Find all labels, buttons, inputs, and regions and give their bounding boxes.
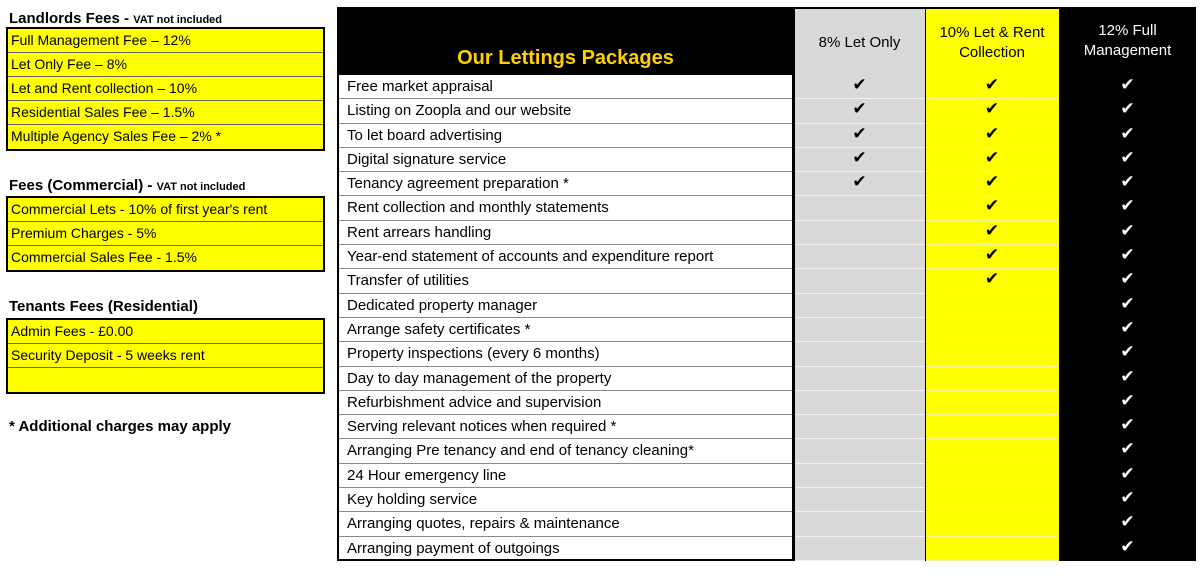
package-feature-row [337, 99, 1196, 123]
feature-label: Arrange safety certificates * [337, 318, 794, 342]
checkmark-icon: ✔ [1120, 245, 1135, 266]
cell-rent-collection [925, 464, 1059, 488]
checkmark-icon: ✔ [1120, 293, 1135, 314]
feature-label: Tenancy agreement preparation * [337, 172, 794, 196]
cell-rent-collection [925, 367, 1059, 391]
cell-let-only [794, 415, 925, 439]
feature-label: 24 Hour emergency line [337, 464, 794, 488]
cell-let-only [794, 221, 925, 245]
feature-label: Dedicated property manager [337, 294, 794, 318]
package-feature-row [337, 512, 1196, 536]
package-feature-row [337, 537, 1196, 561]
cell-rent-collection [925, 196, 1059, 220]
package-feature-row [337, 391, 1196, 415]
package-feature-row [337, 221, 1196, 245]
checkmark-icon: ✔ [852, 147, 867, 168]
fee-item: Full Management Fee – 12% [8, 29, 323, 53]
checkmark-icon: ✔ [1120, 512, 1135, 533]
cell-full-management [1059, 464, 1196, 488]
cell-full-management [1059, 439, 1196, 463]
cell-rent-collection [925, 537, 1059, 561]
checkmark-icon: ✔ [1120, 536, 1135, 557]
package-feature-row [337, 124, 1196, 148]
checkmark-icon: ✔ [852, 172, 867, 193]
cell-let-only [794, 124, 925, 148]
cell-full-management [1059, 196, 1196, 220]
landlords-fees-list [6, 27, 325, 151]
checkmark-icon: ✔ [1120, 439, 1135, 460]
cell-rent-collection [925, 75, 1059, 99]
checkmark-icon: ✔ [984, 172, 1000, 193]
cell-let-only [794, 172, 925, 196]
checkmark-icon: ✔ [1120, 147, 1135, 168]
feature-label: Arranging quotes, repairs & maintenance [337, 512, 794, 536]
package-feature-row [337, 318, 1196, 342]
cell-let-only [794, 318, 925, 342]
checkmark-icon: ✔ [1120, 488, 1135, 509]
cell-let-only [794, 342, 925, 366]
checkmark-icon: ✔ [984, 245, 1000, 266]
feature-label: Arranging Pre tenancy and end of tenancy cleaning* [337, 439, 794, 463]
feature-label: Digital signature service [337, 148, 794, 172]
fee-item: Let and Rent collection – 10% [8, 77, 323, 101]
cell-rent-collection [925, 148, 1059, 172]
package-feature-row [337, 269, 1196, 293]
commercial-fees-heading [9, 177, 245, 196]
commercial-vat-note: VAT not included [156, 181, 246, 193]
feature-label: Key holding service [337, 488, 794, 512]
fee-item: Security Deposit - 5 weeks rent [8, 344, 323, 368]
fee-item: Commercial Sales Fee - 1.5% [8, 246, 323, 270]
package-feature-row [337, 148, 1196, 172]
cell-let-only [794, 294, 925, 318]
cell-full-management [1059, 99, 1196, 123]
checkmark-icon: ✔ [852, 75, 867, 95]
checkmark-icon: ✔ [1120, 75, 1135, 95]
commercial-fees-list [6, 196, 325, 272]
checkmark-icon: ✔ [1120, 269, 1135, 290]
feature-label: Day to day management of the property [337, 367, 794, 391]
cell-rent-collection [925, 172, 1059, 196]
cell-full-management [1059, 391, 1196, 415]
cell-let-only [794, 488, 925, 512]
column-header-full-management: 12% Full Management [1059, 7, 1196, 75]
feature-label: Rent arrears handling [337, 221, 794, 245]
fee-item: Admin Fees - £0.00 [8, 320, 323, 344]
feature-label: Listing on Zoopla and our website [337, 99, 794, 123]
cell-rent-collection [925, 512, 1059, 536]
feature-label: Serving relevant notices when required * [337, 415, 794, 439]
cell-full-management [1059, 342, 1196, 366]
column-header-rent-collection: 10% Let & Rent Collection [925, 7, 1059, 75]
package-feature-row [337, 342, 1196, 366]
cell-rent-collection [925, 124, 1059, 148]
checkmark-icon: ✔ [1120, 172, 1135, 193]
cell-rent-collection [925, 439, 1059, 463]
package-feature-row [337, 415, 1196, 439]
cell-full-management [1059, 318, 1196, 342]
checkmark-icon: ✔ [1120, 463, 1135, 484]
cell-full-management [1059, 221, 1196, 245]
checkmark-icon: ✔ [1120, 317, 1135, 338]
cell-let-only [794, 512, 925, 536]
commercial-fees-title: Fees (Commercial) - [9, 177, 153, 194]
cell-full-management [1059, 124, 1196, 148]
fee-item: Premium Charges - 5% [8, 222, 323, 246]
feature-label: Transfer of utilities [337, 269, 794, 293]
cell-rent-collection [925, 245, 1059, 269]
checkmark-icon: ✔ [852, 123, 867, 144]
cell-let-only [794, 367, 925, 391]
lettings-packages-table [337, 7, 1196, 561]
package-feature-row [337, 75, 1196, 99]
cell-full-management [1059, 269, 1196, 293]
cell-let-only [794, 269, 925, 293]
cell-let-only [794, 196, 925, 220]
column-divider [925, 7, 926, 561]
cell-full-management [1059, 488, 1196, 512]
cell-let-only [794, 537, 925, 561]
checkmark-icon: ✔ [1120, 196, 1135, 217]
cell-full-management [1059, 148, 1196, 172]
fee-item: Commercial Lets - 10% of first year's rent [8, 198, 323, 222]
cell-rent-collection [925, 269, 1059, 293]
package-feature-row [337, 172, 1196, 196]
fee-item: Residential Sales Fee – 1.5% [8, 101, 323, 125]
checkmark-icon: ✔ [852, 99, 867, 120]
feature-label: Year-end statement of accounts and expenditure report [337, 245, 794, 269]
cell-let-only [794, 464, 925, 488]
cell-let-only [794, 439, 925, 463]
cell-rent-collection [925, 488, 1059, 512]
package-feature-row [337, 439, 1196, 463]
cell-rent-collection [925, 318, 1059, 342]
feature-label: Arranging payment of outgoings [337, 537, 794, 561]
cell-let-only [794, 245, 925, 269]
cell-let-only [794, 99, 925, 123]
cell-rent-collection [925, 294, 1059, 318]
cell-rent-collection [925, 99, 1059, 123]
feature-label: Property inspections (every 6 months) [337, 342, 794, 366]
cell-full-management [1059, 294, 1196, 318]
tenants-fees-heading [9, 298, 198, 316]
feature-label: Rent collection and monthly statements [337, 196, 794, 220]
cell-rent-collection [925, 415, 1059, 439]
cell-full-management [1059, 245, 1196, 269]
checkmark-icon: ✔ [984, 75, 1000, 95]
checkmark-icon: ✔ [984, 147, 1000, 168]
cell-rent-collection [925, 342, 1059, 366]
cell-let-only [794, 75, 925, 99]
package-feature-row [337, 245, 1196, 269]
tenants-fees-title: Tenants Fees (Residential) [9, 298, 198, 315]
cell-full-management [1059, 367, 1196, 391]
feature-label: Refurbishment advice and supervision [337, 391, 794, 415]
package-feature-row [337, 294, 1196, 318]
cell-full-management [1059, 415, 1196, 439]
checkmark-icon: ✔ [1120, 342, 1135, 363]
cell-rent-collection [925, 391, 1059, 415]
column-header-let-only: 8% Let Only [794, 7, 925, 75]
packages-rows [337, 75, 1196, 561]
checkmark-icon: ✔ [1120, 366, 1135, 387]
checkmark-icon: ✔ [984, 123, 1000, 144]
cell-full-management [1059, 512, 1196, 536]
cell-rent-collection [925, 221, 1059, 245]
cell-let-only [794, 148, 925, 172]
packages-title: Our Lettings Packages [337, 7, 794, 75]
fee-item: Multiple Agency Sales Fee – 2% * [8, 125, 323, 149]
cell-full-management [1059, 172, 1196, 196]
fee-item: Let Only Fee – 8% [8, 53, 323, 77]
cell-let-only [794, 391, 925, 415]
checkmark-icon: ✔ [1120, 123, 1135, 144]
checkmark-icon: ✔ [1120, 220, 1135, 241]
package-feature-row [337, 488, 1196, 512]
fee-item [8, 368, 323, 392]
checkmark-icon: ✔ [1120, 390, 1135, 411]
feature-label: Free market appraisal [337, 75, 794, 99]
checkmark-icon: ✔ [984, 99, 1000, 120]
package-feature-row [337, 196, 1196, 220]
cell-full-management [1059, 75, 1196, 99]
column-divider [794, 7, 795, 561]
package-feature-row [337, 367, 1196, 391]
feature-label: To let board advertising [337, 124, 794, 148]
checkmark-icon: ✔ [1120, 99, 1135, 120]
additional-charges-note: * Additional charges may apply [9, 418, 232, 435]
landlords-fees-title: Landlords Fees - [9, 10, 130, 27]
checkmark-icon: ✔ [984, 220, 1000, 241]
package-feature-row [337, 464, 1196, 488]
checkmark-icon: ✔ [984, 269, 1000, 290]
cell-full-management [1059, 537, 1196, 561]
checkmark-icon: ✔ [1120, 415, 1135, 436]
landlords-vat-note: VAT not included [133, 14, 223, 26]
checkmark-icon: ✔ [984, 196, 1000, 217]
tenants-fees-list [6, 318, 325, 394]
